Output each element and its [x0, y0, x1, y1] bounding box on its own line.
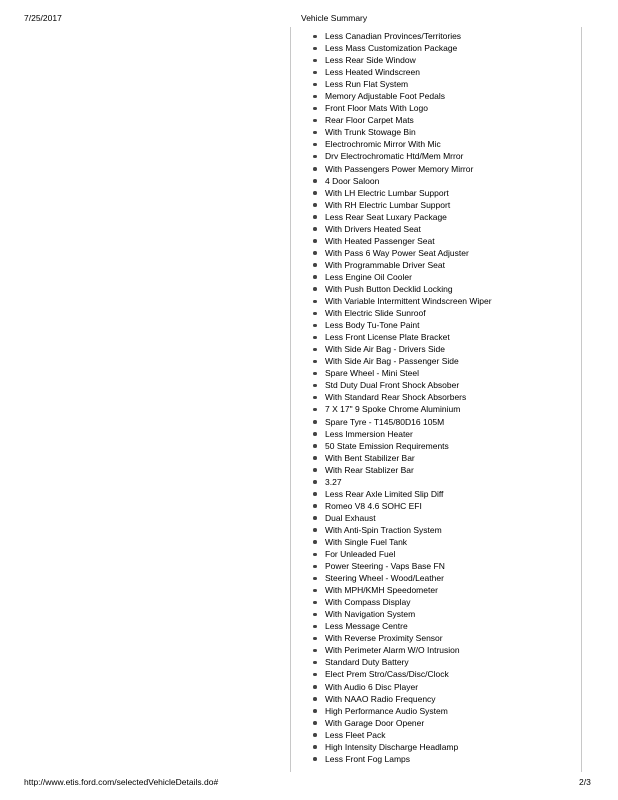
list-item-label: Less Immersion Heater: [325, 428, 413, 439]
list-item: [310, 235, 492, 247]
list-item: [310, 572, 492, 584]
list-item: [310, 367, 492, 379]
list-item: [310, 620, 492, 632]
bullet-icon: [313, 408, 317, 412]
bullet-icon: [313, 119, 317, 123]
list-item: [310, 66, 492, 78]
bullet-icon: [313, 721, 317, 725]
bullet-icon: [313, 324, 317, 328]
list-item: [310, 644, 492, 656]
footer-url: http://www.etis.ford.com/selectedVehicleDetails.do#: [24, 777, 219, 787]
bullet-icon: [313, 215, 317, 219]
bullet-icon: [313, 456, 317, 460]
bullet-icon: [313, 239, 317, 243]
list-item: [310, 693, 492, 705]
bullet-icon: [313, 745, 317, 749]
bullet-icon: [313, 312, 317, 316]
list-item: [310, 452, 492, 464]
list-item-label: Less Fleet Pack: [325, 729, 386, 740]
list-item-label: With Single Fuel Tank: [325, 536, 408, 547]
list-item-label: With Standard Rear Shock Absorbers: [325, 392, 467, 403]
bullet-icon: [313, 47, 317, 51]
bullet-icon: [313, 757, 317, 761]
list-item-label: With Compass Display: [325, 597, 411, 608]
list-item-label: Drv Electrochromatic Htd/Mem Mrror: [325, 151, 464, 162]
bullet-icon: [313, 287, 317, 291]
list-item: [310, 391, 492, 403]
list-item: [310, 476, 492, 488]
list-item-label: Less Canadian Provinces/Territories: [325, 31, 462, 41]
list-item-label: Memory Adjustable Foot Pedals: [325, 91, 446, 102]
list-item-label: With Navigation System: [325, 609, 416, 620]
list-item-label: With Drivers Heated Seat: [325, 223, 421, 234]
bullet-icon: [313, 143, 317, 147]
list-item-label: With Trunk Stowage Bin: [325, 127, 416, 138]
list-item: [310, 271, 492, 283]
bullet-icon: [313, 107, 317, 111]
list-item-label: Less Front License Plate Bracket: [325, 332, 450, 343]
list-item-label: 7 X 17" 9 Spoke Chrome Aluminium: [325, 404, 461, 415]
list-item-label: Power Steering - Vaps Base FN: [325, 561, 445, 572]
list-item-label: Less Rear Side Window: [325, 55, 416, 66]
list-item: [310, 223, 492, 235]
list-item-label: With Variable Intermittent Windscreen Wiper: [325, 296, 492, 307]
list-item-label: High Performance Audio System: [325, 705, 448, 716]
bullet-icon: [313, 71, 317, 75]
page-number: 2/3: [579, 777, 591, 787]
list-item-label: Spare Wheel - Mini Steel: [325, 368, 420, 379]
list-item-label: With LH Electric Lumbar Support: [325, 187, 449, 198]
bullet-icon: [313, 589, 317, 593]
bullet-icon: [313, 613, 317, 617]
list-item: [310, 753, 492, 765]
feature-list: [310, 30, 492, 765]
list-item-label: With Side Air Bag - Drivers Side: [325, 344, 445, 355]
list-item-label: With Passengers Power Memory Mirror: [325, 163, 474, 174]
list-item: [310, 488, 492, 500]
bullet-icon: [313, 432, 317, 436]
bullet-icon: [313, 360, 317, 364]
list-item: [310, 307, 492, 319]
list-item: [310, 428, 492, 440]
list-item: [310, 150, 492, 162]
bullet-icon: [313, 480, 317, 484]
bullet-icon: [313, 553, 317, 557]
bullet-icon: [313, 155, 317, 159]
bullet-icon: [313, 504, 317, 508]
bullet-icon: [313, 637, 317, 641]
bullet-icon: [313, 336, 317, 340]
list-item: [310, 560, 492, 572]
list-item: [310, 584, 492, 596]
list-item: [310, 126, 492, 138]
list-item-label: With Reverse Proximity Sensor: [325, 633, 443, 644]
bullet-icon: [313, 528, 317, 532]
bullet-icon: [313, 420, 317, 424]
bullet-icon: [313, 516, 317, 520]
list-item-label: Elect Prem Stro/Cass/Disc/Clock: [325, 669, 449, 680]
list-item-label: Steering Wheel - Wood/Leather: [325, 573, 444, 584]
bullet-icon: [313, 263, 317, 267]
bullet-icon: [313, 227, 317, 231]
list-item: [310, 379, 492, 391]
list-item: [310, 440, 492, 452]
list-item: [310, 681, 492, 693]
bullet-icon: [313, 444, 317, 448]
bullet-icon: [313, 348, 317, 352]
list-item-label: For Unleaded Fuel: [325, 549, 396, 560]
list-item: [310, 343, 492, 355]
bullet-icon: [313, 492, 317, 496]
bullet-icon: [313, 601, 317, 605]
list-item: [310, 283, 492, 295]
list-item-label: Electrochromic Mirror With Mic: [325, 139, 441, 150]
list-item: [310, 138, 492, 150]
list-item-label: Less Heated Windscreen: [325, 67, 420, 78]
bullet-icon: [313, 167, 317, 171]
list-item: [310, 295, 492, 307]
bullet-icon: [313, 649, 317, 653]
bullet-icon: [313, 685, 317, 689]
list-item: [310, 30, 492, 42]
list-item: [310, 331, 492, 343]
list-item-label: Less Message Centre: [325, 621, 408, 632]
list-item-label: With Heated Passenger Seat: [325, 235, 435, 246]
list-item-label: Spare Tyre - T145/80D16 105M: [325, 416, 445, 427]
list-item: [310, 42, 492, 54]
list-item: [310, 199, 492, 211]
list-item: [310, 656, 492, 668]
list-item: [310, 464, 492, 476]
list-item-label: 4 Door Saloon: [325, 175, 380, 186]
list-item-label: With MPH/KMH Speedometer: [325, 585, 438, 596]
bullet-icon: [313, 661, 317, 665]
bullet-icon: [313, 468, 317, 472]
list-item-label: With NAAO Radio Frequency: [325, 693, 436, 704]
bullet-icon: [313, 384, 317, 388]
bullet-icon: [313, 673, 317, 677]
list-item: [310, 608, 492, 620]
list-item-label: With Anti-Spin Traction System: [325, 524, 442, 535]
list-item-label: With Perimeter Alarm W/O Intrusion: [325, 645, 460, 656]
list-item-label: Standard Duty Battery: [325, 657, 409, 668]
list-item-label: With Side Air Bag - Passenger Side: [325, 356, 459, 367]
list-item-label: With RH Electric Lumbar Support: [325, 199, 451, 210]
bullet-icon: [313, 540, 317, 544]
list-item: [310, 247, 492, 259]
list-item-label: Less Run Flat System: [325, 79, 409, 90]
list-item: [310, 668, 492, 680]
list-item-label: 50 State Emission Requirements: [325, 440, 449, 451]
list-item-label: With Programmable Driver Seat: [325, 259, 445, 270]
list-item-label: 3.27: [325, 476, 342, 487]
bullet-icon: [313, 697, 317, 701]
list-item-label: With Pass 6 Way Power Seat Adjuster: [325, 247, 469, 258]
list-item: [310, 259, 492, 271]
bullet-icon: [313, 577, 317, 581]
bullet-icon: [313, 396, 317, 400]
bullet-icon: [313, 275, 317, 279]
list-item: [310, 717, 492, 729]
list-item-label: Romeo V8 4.6 SOHC EFI: [325, 500, 422, 511]
list-item-label: Less Engine Oil Cooler: [325, 271, 412, 282]
list-item: [310, 596, 492, 608]
list-item-label: With Bent Stabilizer Bar: [325, 452, 415, 463]
list-item: [310, 319, 492, 331]
list-item: [310, 163, 492, 175]
bullet-icon: [313, 131, 317, 135]
bullet-icon: [313, 251, 317, 255]
list-item: [310, 548, 492, 560]
list-item: [310, 512, 492, 524]
list-item: [310, 741, 492, 753]
bullet-icon: [313, 191, 317, 195]
list-item: [310, 355, 492, 367]
list-item-label: Rear Floor Carpet Mats: [325, 115, 414, 126]
list-item-label: Less Mass Customization Package: [325, 43, 458, 54]
bullet-icon: [313, 733, 317, 737]
list-item: [310, 705, 492, 717]
list-item-label: With Audio 6 Disc Player: [325, 681, 419, 692]
list-item: [310, 78, 492, 90]
bullet-icon: [313, 59, 317, 63]
bullet-icon: [313, 300, 317, 304]
list-item: [310, 54, 492, 66]
list-item-label: With Garage Door Opener: [325, 717, 425, 728]
print-date: 7/25/2017: [24, 13, 62, 23]
list-item-label: High Intensity Discharge Headlamp: [325, 741, 459, 752]
list-item-label: Less Rear Axle Limited Slip Diff: [325, 488, 444, 499]
bullet-icon: [313, 83, 317, 87]
list-item: [310, 729, 492, 741]
list-item: [310, 102, 492, 114]
list-item: [310, 632, 492, 644]
bullet-icon: [313, 565, 317, 569]
bullet-icon: [313, 709, 317, 713]
list-item: [310, 90, 492, 102]
list-item: [310, 211, 492, 223]
list-item: [310, 416, 492, 428]
list-item-label: Std Duty Dual Front Shock Absober: [325, 380, 460, 391]
list-item: [310, 175, 492, 187]
bullet-icon: [313, 203, 317, 207]
bullet-icon: [313, 35, 317, 39]
bullet-icon: [313, 179, 317, 183]
list-item-label: With Rear Stablizer Bar: [325, 464, 414, 475]
list-item: [310, 187, 492, 199]
page-title: Vehicle Summary: [301, 13, 368, 23]
list-item: [310, 403, 492, 415]
list-item-label: With Push Button Decklid Locking: [325, 283, 453, 294]
bullet-icon: [313, 625, 317, 629]
list-item-label: Less Body Tu-Tone Paint: [325, 320, 420, 331]
list-item: [310, 536, 492, 548]
bullet-icon: [313, 372, 317, 376]
list-item-label: Less Front Fog Lamps: [325, 753, 411, 764]
list-item-label: Less Rear Seat Luxary Package: [325, 211, 447, 222]
list-item: [310, 114, 492, 126]
list-item-label: Dual Exhaust: [325, 512, 376, 523]
list-item-label: With Electric Slide Sunroof: [325, 308, 426, 319]
list-item: [310, 524, 492, 536]
list-item-label: Front Floor Mats With Logo: [325, 103, 428, 114]
list-item: [310, 500, 492, 512]
bullet-icon: [313, 95, 317, 99]
